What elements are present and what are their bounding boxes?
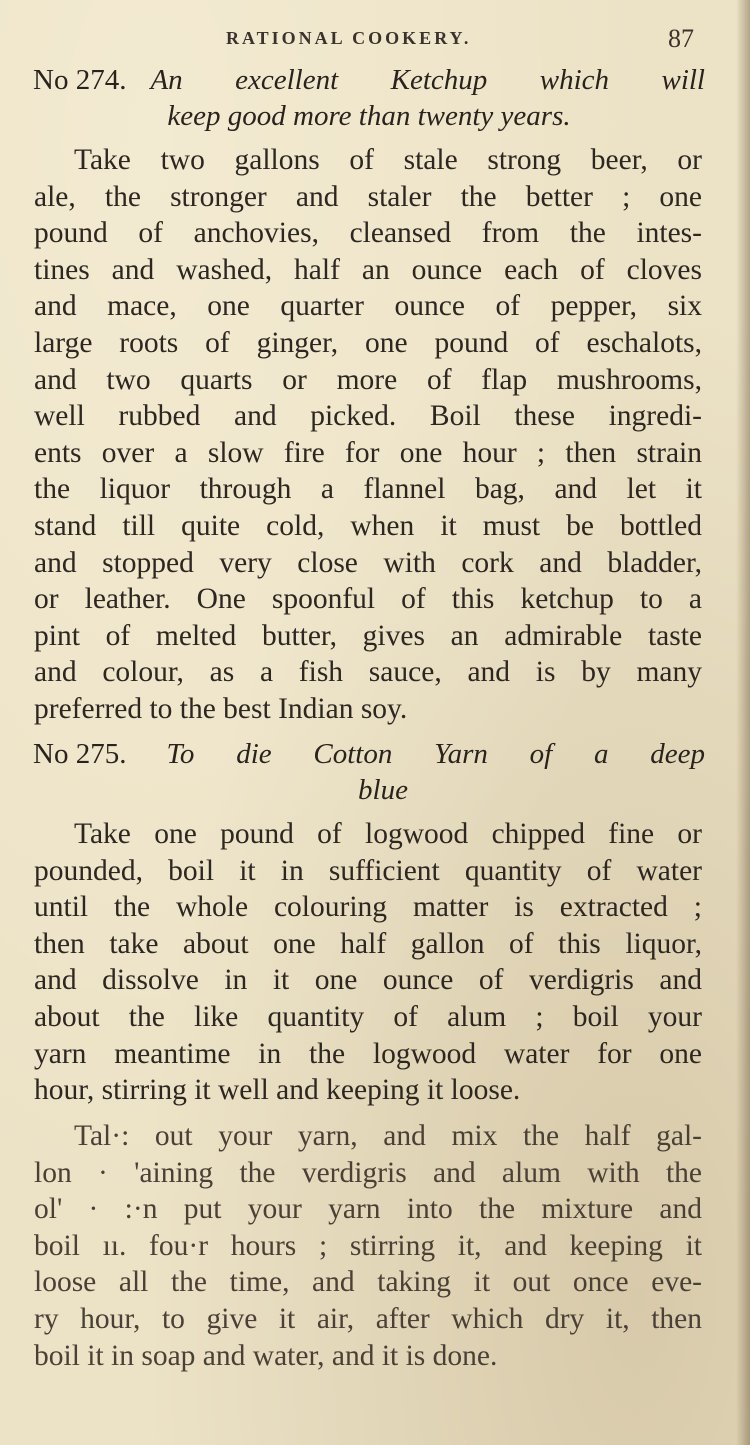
text-line: or leather. One spoonful of this ketchup to a	[34, 583, 702, 616]
text-line: pound of anchovies, cleansed from the intes-	[34, 217, 702, 250]
text-line: ents over a slow fire for one hour ; then strain	[34, 436, 702, 469]
entry-275-paragraph-1	[34, 816, 702, 1109]
entry-275-heading-line1: To die Cotton Yarn of a deep	[166, 738, 705, 770]
text-line: Take two gallons of stale strong beer, or	[74, 144, 702, 176]
text-line: pounded, boil it in sufficient quantity of water	[34, 854, 702, 887]
text-line: boil it in soap and water, and it is done.	[34, 1339, 498, 1372]
entry-274-number: No 274.	[33, 64, 127, 96]
entry-274-title	[33, 62, 705, 134]
entry-274-paragraph	[34, 142, 702, 728]
text-line: pint of melted butter, gives an admirable taste	[34, 619, 702, 652]
text-line: and colour, as a fish sauce, and is by many	[34, 656, 702, 689]
running-head: RATIONAL COOKERY.	[226, 28, 472, 48]
text-line: the liquor through a flannel bag, and let it	[34, 473, 702, 506]
text-line: tines and washed, half an ounce each of cloves	[34, 253, 702, 286]
text-line: stand till quite cold, when it must be bottled	[34, 509, 702, 542]
text-line: Take one pound of logwood chipped fine or	[74, 818, 702, 850]
text-line: ale, the stronger and staler the better ; one	[34, 180, 702, 213]
text-line: until the whole colouring matter is extracted ;	[34, 891, 702, 924]
text-line: loose all the time, and taking it out once eve-	[34, 1266, 702, 1299]
entry-275-heading-line2: blue	[358, 774, 408, 806]
text-line: well rubbed and picked. Boil these ingredi-	[34, 400, 702, 433]
text-line: ry hour, to give it air, after which dry it, then	[34, 1302, 702, 1335]
text-line: ol' · :·n put your yarn into the mixture and	[34, 1193, 702, 1226]
text-line: preferred to the best Indian soy.	[34, 692, 408, 725]
text-line: Tal·: out your yarn, and mix the half gal-	[74, 1120, 702, 1152]
text-line: and dissolve in it one ounce of verdigris and	[34, 964, 702, 997]
page-number: 87	[668, 24, 694, 53]
text-line: boil ıı. fou·r hours ; stirring it, and keeping it	[34, 1229, 702, 1262]
entry-275-number: No 275.	[33, 738, 127, 770]
text-line: lon · 'aining the verdigris and alum with the	[34, 1156, 702, 1189]
text-line: yarn meantime in the logwood water for one	[34, 1037, 702, 1070]
text-line: large roots of ginger, one pound of eschalots,	[34, 326, 702, 359]
entry-274-heading-line2: keep good more than twenty years.	[167, 100, 571, 132]
text-line: about the like quantity of alum ; boil your	[34, 1000, 702, 1033]
page-edge-shadow	[736, 0, 750, 1445]
text-line: then take about one half gallon of this liquor,	[34, 927, 702, 960]
entry-275-paragraph-2	[34, 1118, 702, 1374]
entry-274-heading-line1: An excellent Ketchup which will	[150, 64, 705, 96]
text-line: and stopped very close with cork and bladder,	[34, 546, 702, 579]
entry-275-title	[33, 736, 705, 808]
text-line: and mace, one quarter ounce of pepper, six	[34, 290, 702, 323]
text-line: and two quarts or more of flap mushrooms,	[34, 363, 702, 396]
text-line: hour, stirring it well and keeping it loose.	[34, 1074, 521, 1107]
